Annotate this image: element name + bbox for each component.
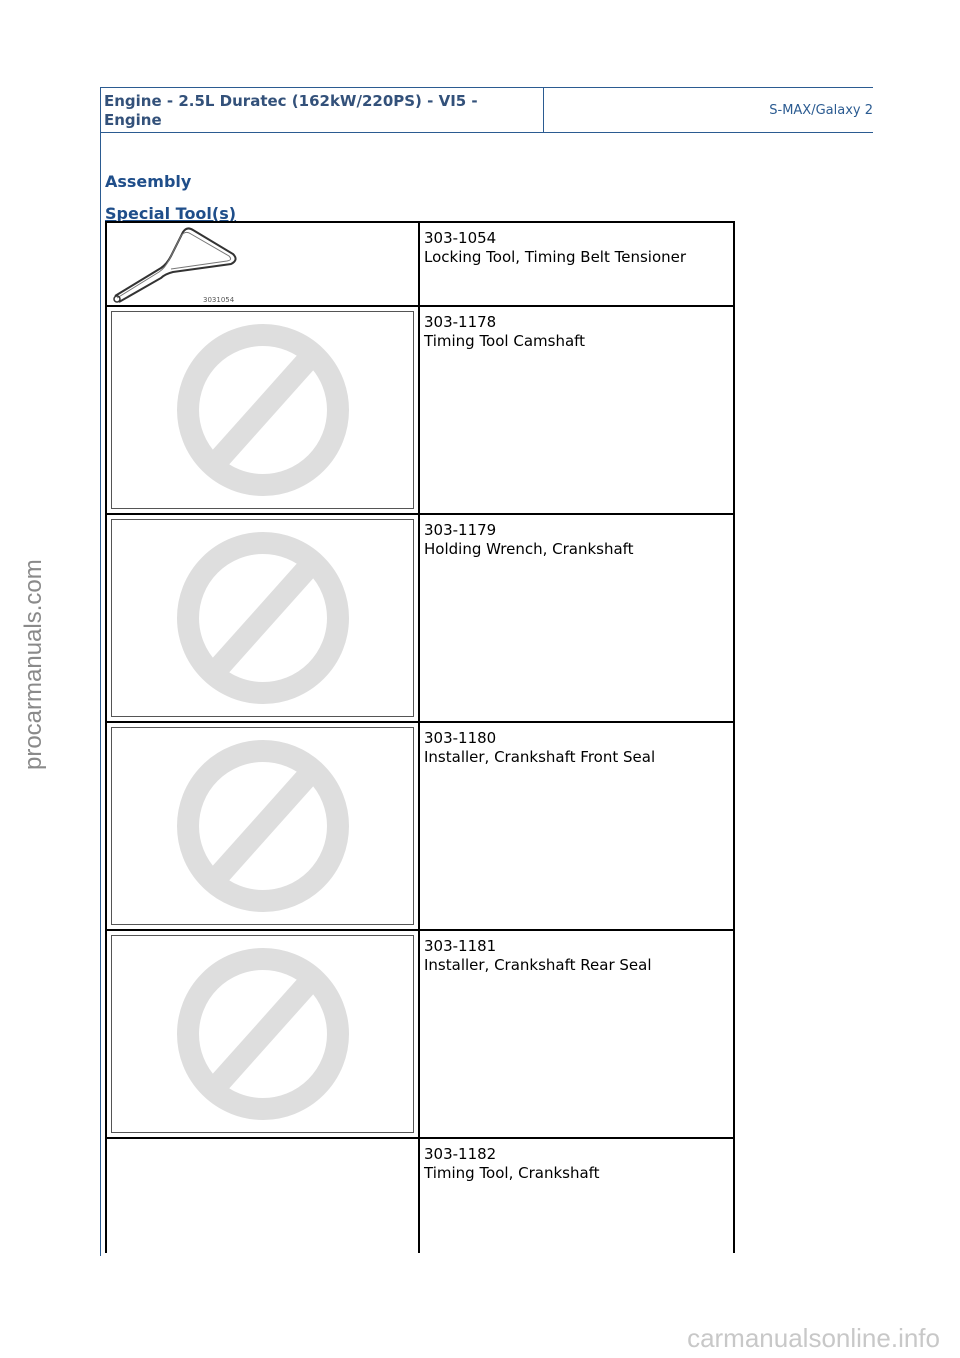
locking-tool-illustration — [109, 224, 249, 306]
tool-image-cell — [107, 307, 420, 513]
page-header — [100, 87, 873, 133]
image-placeholder — [111, 519, 414, 717]
special-tools-table — [105, 221, 735, 1253]
section-title: Assembly — [105, 172, 192, 191]
tool-number: 303-1181 — [424, 937, 497, 955]
tool-description — [420, 931, 733, 1137]
tool-description — [420, 223, 733, 305]
no-image-icon — [175, 946, 351, 1122]
tool-name: Locking Tool, Timing Belt Tensioner — [424, 248, 687, 266]
tool-name: Installer, Crankshaft Front Seal — [424, 748, 656, 766]
no-image-icon — [175, 738, 351, 914]
image-placeholder — [111, 311, 414, 509]
tool-number: 303-1180 — [424, 729, 497, 747]
tool-row — [107, 723, 733, 931]
tool-name: Timing Tool, Crankshaft — [424, 1164, 600, 1182]
tool-row — [107, 307, 733, 515]
tool-description — [420, 723, 733, 929]
tool-number: 303-1054 — [424, 229, 497, 247]
header-model: S-MAX/Galaxy 2 — [769, 102, 873, 118]
image-placeholder — [111, 935, 414, 1133]
header-title-line2: Engine — [104, 111, 162, 129]
tool-number: 303-1178 — [424, 313, 497, 331]
tool-image-cell — [107, 515, 420, 721]
no-image-icon — [175, 322, 351, 498]
header-title — [100, 88, 544, 132]
side-watermark: procarmanuals.com — [20, 559, 47, 770]
tool-description — [420, 1139, 733, 1253]
header-title-line1: Engine - 2.5L Duratec (162kW/220PS) - VI5 - — [104, 92, 478, 110]
tool-number: 303-1179 — [424, 521, 497, 539]
tool-description — [420, 307, 733, 513]
tool-row — [107, 1139, 733, 1253]
tool-row — [107, 931, 733, 1139]
no-image-icon — [175, 530, 351, 706]
tool-image-label: 3031054 — [203, 296, 235, 304]
tool-name: Timing Tool Camshaft — [424, 332, 586, 350]
image-placeholder — [111, 727, 414, 925]
tool-row — [107, 223, 733, 307]
tool-row — [107, 515, 733, 723]
tool-image-cell — [107, 1139, 420, 1253]
special-tools-title: Special Tool(s) — [105, 204, 237, 223]
tool-image-cell — [107, 723, 420, 929]
tool-description — [420, 515, 733, 721]
tool-image-cell — [107, 223, 420, 305]
tool-number: 303-1182 — [424, 1145, 497, 1163]
tool-name: Installer, Crankshaft Rear Seal — [424, 956, 652, 974]
bottom-watermark: carmanualsonline.info — [687, 1323, 940, 1353]
left-rule — [100, 88, 101, 1256]
tool-name: Holding Wrench, Crankshaft — [424, 540, 634, 558]
tool-image-cell — [107, 931, 420, 1137]
